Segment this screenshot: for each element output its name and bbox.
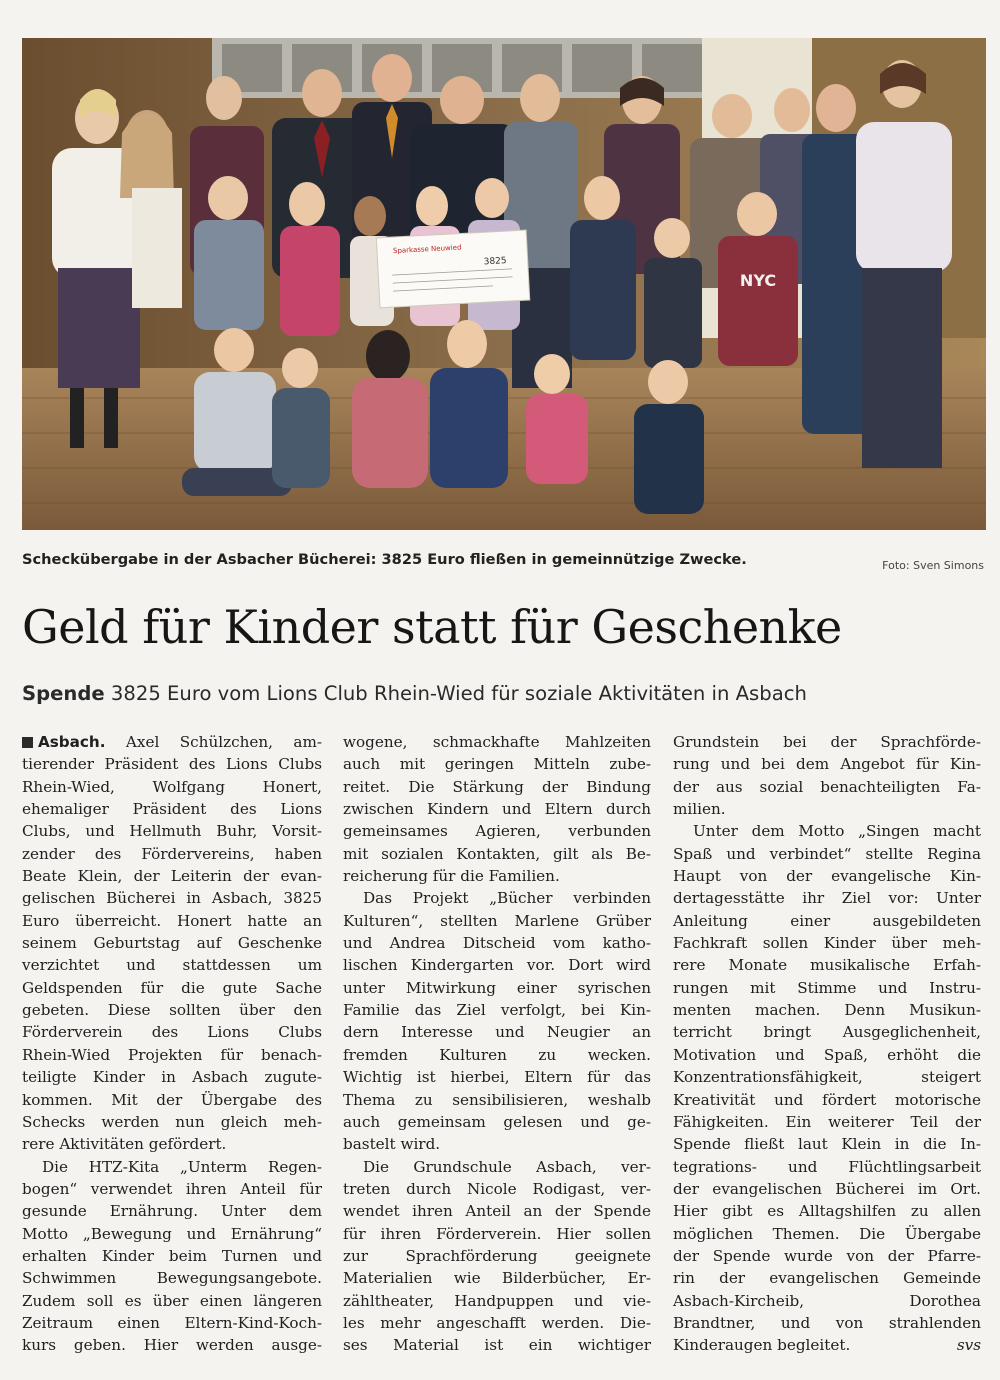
- text-line: Die Grundschule Asbach, ver-: [363, 1157, 651, 1176]
- text-line: menten machen. Denn Musikun-: [673, 1001, 981, 1020]
- text-line: zur Sprachförderung geeignete: [343, 1246, 651, 1265]
- text-line: tierender Präsident des Lions Clubs: [22, 755, 322, 774]
- text-line: Haupt von der evangelische Kin-: [673, 867, 981, 886]
- text-line: kurs geben. Hier werden ausge-: [22, 1336, 322, 1355]
- subheadline-kicker: Spende: [22, 682, 105, 705]
- dateline: Asbach.: [38, 733, 106, 751]
- text-line: Thema zu sensibilisieren, weshalb: [343, 1090, 651, 1109]
- text-line: möglichen Themen. Die Übergabe: [673, 1224, 981, 1243]
- text-line: der evangelischen Bücherei im Ort.: [673, 1179, 981, 1198]
- text-line: der Spende wurde von der Pfarre-: [673, 1246, 981, 1265]
- text-line: erhalten Kinder beim Turnen und: [22, 1246, 322, 1265]
- text-line: kommen. Mit der Übergabe des: [22, 1090, 322, 1109]
- author-signature: svs: [956, 1336, 981, 1355]
- text-line: Kreativität und fördert motorische: [673, 1090, 981, 1109]
- text-line: treten durch Nicole Rodigast, ver-: [343, 1179, 651, 1198]
- text-line: zähltheater, Handpuppen und vie-: [343, 1291, 651, 1310]
- text-line: fremden Kulturen zu wecken.: [343, 1045, 651, 1064]
- text-line: Die HTZ-Kita „Unterm Regen-: [42, 1157, 322, 1176]
- text-line: und Andrea Ditscheid vom katho-: [343, 934, 651, 953]
- text-line: Kulturen“, stellten Marlene Grüber: [343, 911, 651, 930]
- text-line: reicherung für die Familien.: [343, 867, 560, 886]
- text-line: wendet ihren Anteil an der Spende: [343, 1202, 651, 1221]
- text-line: terricht bringt Ausgeglichenheit,: [673, 1023, 981, 1042]
- text-line: dern Interesse und Neugier an: [343, 1023, 651, 1042]
- article-photo: [22, 38, 986, 530]
- text-line: Grundstein bei der Sprachförde-: [673, 733, 981, 751]
- check-amount: 3825: [483, 256, 507, 268]
- article-column-2: [343, 731, 651, 1357]
- group-photo-illustration: [22, 38, 986, 530]
- text-line: auch gemeinsam gelesen und ge-: [343, 1112, 651, 1131]
- text-line: Spende fließt laut Klein in die In-: [673, 1135, 981, 1154]
- article-column-3: [673, 731, 981, 1357]
- article-column-1: [22, 731, 322, 1357]
- text-line: Förderverein des Lions Clubs: [22, 1023, 322, 1042]
- text-line: wogene, schmackhafte Mahlzeiten: [343, 733, 651, 751]
- text-line: Motivation und Spaß, erhöht die: [673, 1045, 981, 1064]
- text-line: lischen Kindergarten vor. Dort wird: [343, 956, 651, 975]
- check-bank: Sparkasse Neuwied: [392, 243, 462, 256]
- subheadline: [22, 682, 986, 705]
- text-line: zender des Fördervereins, haben: [22, 844, 322, 863]
- text-line: Konzentrationsfähigkeit, steigert: [673, 1068, 981, 1087]
- text-line: Schwimmen Bewegungsangebote.: [22, 1269, 322, 1288]
- text-line: für ihren Förderverein. Hier sollen: [343, 1224, 651, 1243]
- text-line: ses Material ist ein wichtiger: [343, 1336, 651, 1355]
- text-line: Wichtig ist hierbei, Eltern für das: [343, 1068, 651, 1087]
- text-line: Beate Klein, der Leiterin der evan-: [22, 867, 322, 886]
- text-line: les mehr angeschafft werden. Die-: [343, 1313, 651, 1332]
- text-line: Zudem soll es über einen längeren: [22, 1291, 322, 1310]
- photo-caption: [22, 549, 986, 579]
- text-line: Rhein-Wied Projekten für benach-: [22, 1045, 322, 1064]
- text-line: rere Monate musikalische Erfah-: [673, 956, 981, 975]
- text-line: Unter dem Motto „Singen macht: [693, 822, 981, 841]
- text-line: gelischen Bücherei in Asbach, 3825: [22, 889, 322, 908]
- text-line: bogen“ verwendet ihren Anteil für: [22, 1179, 322, 1198]
- text-line: Spaß und verbindet“ stellte Regina: [673, 844, 981, 863]
- text-line: Asbach. Axel Schülzchen, am-: [22, 731, 322, 753]
- photo-credit: Foto: Sven Simons: [882, 559, 984, 572]
- text-line: teiligte Kinder in Asbach zugute-: [22, 1068, 322, 1087]
- text-line: Geldspenden für die gute Sache: [22, 978, 322, 997]
- text-line: Euro überreicht. Honert hatte an: [22, 911, 322, 930]
- text-line: Rhein-Wied, Wolfgang Honert,: [22, 777, 322, 796]
- sweater-text: NYC: [739, 271, 777, 290]
- text-line: Zeitraum einen Eltern-Kind-Koch-: [22, 1313, 322, 1332]
- text-line: gemeinsames Agieren, verbunden: [343, 822, 651, 841]
- bullet-square-icon: [22, 737, 33, 748]
- text-line: Hier gibt es Alltagshilfen zu allen: [673, 1202, 981, 1221]
- text-line: Clubs, und Hellmuth Buhr, Vorsit-: [22, 822, 322, 841]
- caption-text: Scheckübergabe in der Asbacher Bücherei: 3825 Euro fließen in gemeinnützige Zwecke.: [22, 551, 747, 568]
- text-line: seinem Geburtstag auf Geschenke: [22, 934, 322, 953]
- text-line: Familie das Ziel verfolgt, bei Kin-: [343, 1001, 651, 1020]
- text-line: Motto „Bewegung und Ernährung“: [22, 1224, 322, 1243]
- text-line: unter Mitwirkung einer syrischen: [343, 978, 651, 997]
- text-line: Materialien wie Bilderbücher, Er-: [343, 1269, 651, 1288]
- text-line: zwischen Kindern und Eltern durch: [343, 800, 651, 819]
- text-line: auch mit geringen Mitteln zube-: [343, 755, 651, 774]
- text-line: verzichtet und stattdessen um: [22, 956, 322, 975]
- text-line: milien.: [673, 800, 726, 819]
- text-line: mit sozialen Kontakten, gilt als Be-: [343, 844, 651, 863]
- subheadline-text: 3825 Euro vom Lions Club Rhein-Wied für soziale Aktivitäten in Asbach: [104, 682, 807, 705]
- text-line: ehemaliger Präsident des Lions: [22, 800, 322, 819]
- donation-check: [376, 230, 529, 308]
- text-line: bastelt wird.: [343, 1135, 441, 1154]
- text-line: reitet. Die Stärkung der Bindung: [343, 777, 651, 796]
- text-line: Brandtner, und von strahlenden: [673, 1313, 981, 1332]
- headline: Geld für Kinder statt für Geschenke: [22, 600, 842, 654]
- text-line: Das Projekt „Bücher verbinden: [363, 889, 651, 908]
- text-line: rungen mit Stimme und Instru-: [673, 978, 981, 997]
- text-line: rung und bei dem Angebot für Kin-: [673, 755, 981, 774]
- text-line: gebeten. Diese sollten über den: [22, 1001, 322, 1020]
- text-line: gesunde Ernährung. Unter dem: [22, 1202, 322, 1221]
- text-line: Kinderaugen begleitet. svs: [673, 1334, 981, 1356]
- text-line: dertagesstätte ihr Ziel vor: Unter: [673, 889, 981, 908]
- text-line: rere Aktivitäten gefördert.: [22, 1135, 227, 1154]
- text-line: der aus sozial benachteiligten Fa-: [673, 777, 981, 796]
- text-line: rin der evangelischen Gemeinde: [673, 1269, 981, 1288]
- text-line: Fähigkeiten. Ein weiterer Teil der: [673, 1112, 981, 1131]
- text-line: Anleitung einer ausgebildeten: [673, 911, 981, 930]
- text-line: tegrations- und Flüchtlingsarbeit: [673, 1157, 981, 1176]
- text-line: Fachkraft sollen Kinder über meh-: [673, 934, 981, 953]
- text-line: Schecks werden nun gleich meh-: [22, 1112, 322, 1131]
- text-line: Asbach-Kircheib, Dorothea: [673, 1291, 981, 1310]
